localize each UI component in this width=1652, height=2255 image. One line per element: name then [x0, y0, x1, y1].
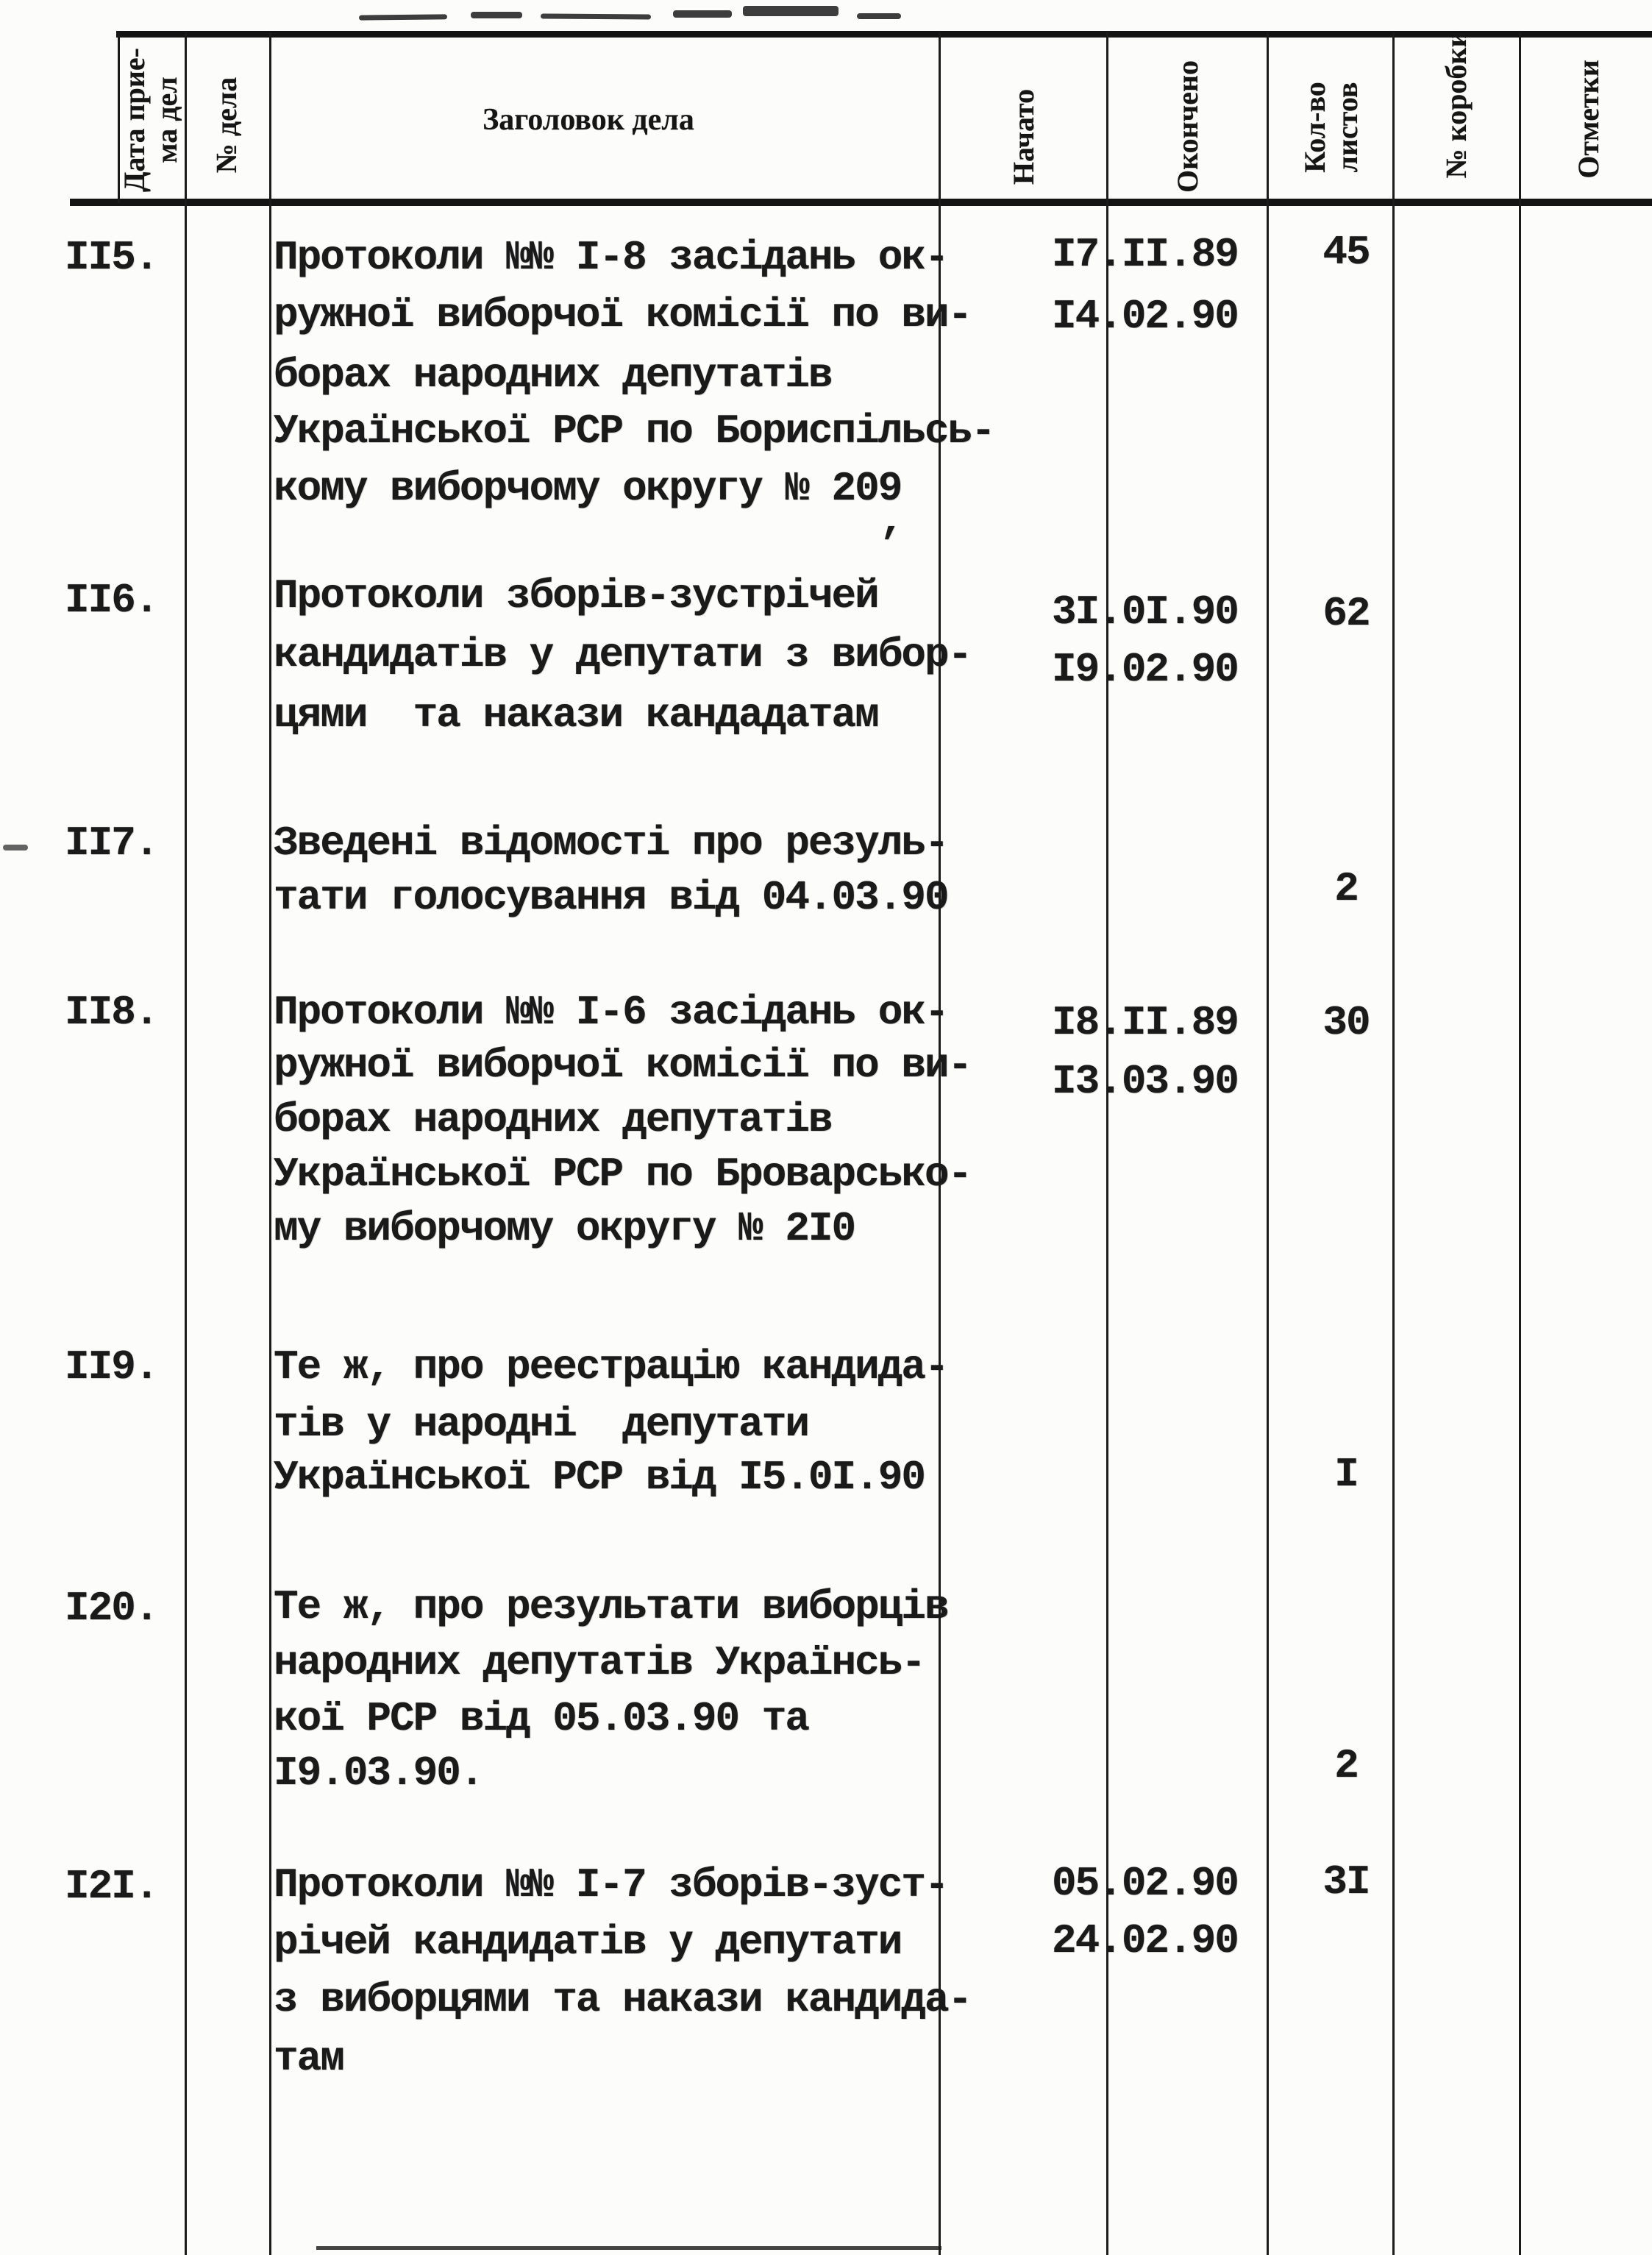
date-started: 05.02.90: [1052, 1860, 1238, 1907]
column-line-2: [269, 32, 271, 2255]
sheet-count: 3І: [1322, 1858, 1370, 1906]
ink-smudge: [359, 14, 447, 20]
header-bottom-border: [70, 199, 1652, 206]
ink-smudge: [471, 12, 522, 18]
case-number: ІІ6.: [65, 577, 158, 624]
case-title-line: там: [274, 2035, 343, 2082]
case-title-line: му виборчому округу № 2І0: [274, 1205, 855, 1252]
case-number: ІІ7.: [65, 820, 158, 867]
column-header-box: [1439, 25, 1474, 184]
sheet-count: 30: [1322, 999, 1370, 1046]
case-number: І2І.: [65, 1863, 158, 1910]
column-line-1: [185, 32, 187, 2255]
case-title-line: тів у народні депутати: [274, 1401, 808, 1448]
case-title-line: кандидатів у депутати з вибор-: [274, 631, 972, 678]
column-header-notes: [1571, 52, 1606, 187]
column-header-line: Кол-во: [1298, 82, 1331, 173]
column-header-line: Дата прие-: [118, 47, 151, 193]
case-number: ІІ8.: [65, 989, 158, 1036]
ink-smudge: [673, 10, 732, 18]
case-title-line: ружної виборчої комісії по ви-: [274, 1042, 972, 1089]
date-finished: І9.02.90: [1052, 646, 1238, 693]
case-title-line: Української РСР по Броварсько-: [274, 1151, 972, 1198]
column-header-line: Отметки: [1572, 60, 1605, 179]
case-number: ІІ5.: [65, 234, 158, 281]
case-title-line: Протоколи зборів-зустрічей: [274, 572, 878, 619]
case-title-line: кому виборчому округу № 209: [274, 465, 902, 512]
case-number: ІІ9.: [65, 1343, 158, 1391]
case-title-line: Протоколи №№ І-6 засідань ок-: [274, 989, 948, 1036]
column-header-started: [1006, 74, 1042, 199]
column-header-line: листов: [1331, 82, 1364, 173]
case-title-line: Протоколи №№ І-7 зборів-зуст-: [274, 1861, 948, 1908]
table-top-border: [116, 31, 1652, 38]
case-title-line: борах народних депутатів: [274, 1096, 832, 1143]
sheet-count: 2: [1334, 1742, 1358, 1789]
column-header-line: Начато: [1007, 88, 1040, 185]
date-finished: І3.03.90: [1052, 1058, 1238, 1105]
case-number: І20.: [65, 1585, 158, 1632]
case-title-line: кої РСР від 05.03.90 та: [274, 1695, 808, 1742]
column-line-5: [1267, 32, 1269, 2255]
case-title-line: Те ж, про реестрацію кандида-: [274, 1343, 948, 1391]
case-title-line: Те ж, про результати виборців: [274, 1583, 948, 1630]
date-started: І8.ІІ.89: [1052, 999, 1238, 1046]
column-header-title: Заголовок дела: [483, 103, 694, 137]
case-title-line: річей кандидатів у депутати: [274, 1919, 902, 1966]
column-header-line: № коробки: [1439, 30, 1473, 179]
column-header-line: ма дел: [150, 77, 183, 163]
sheet-count: 62: [1322, 590, 1370, 637]
date-started: 3І.0І.90: [1052, 589, 1238, 636]
date-finished: 24.02.90: [1052, 1917, 1238, 1964]
case-title-line: народних депутатів Українсь-: [274, 1639, 925, 1686]
case-title-line: Української РСР по Бориспільсь-: [274, 408, 994, 455]
case-title-line: борах народних депутатів: [274, 352, 832, 399]
date-started: І7.ІІ.89: [1052, 231, 1238, 278]
case-title-line: Протоколи №№ І-8 засідань ок-: [274, 234, 948, 281]
bottom-partial-line: [316, 2246, 941, 2250]
column-header-date-received: [115, 43, 186, 197]
column-line-7: [1519, 32, 1521, 2255]
case-title-line: І9.03.90.: [274, 1750, 483, 1797]
case-title-line: Української РСР від І5.0І.90: [274, 1454, 925, 1501]
cropped-page-number-mark: [743, 6, 839, 16]
column-header-line: № дела: [210, 77, 243, 174]
ink-smudge: [857, 13, 901, 19]
column-line-6: [1392, 32, 1395, 2255]
ink-smudge: [3, 845, 28, 850]
column-header-sheets: [1297, 63, 1365, 191]
column-header-file-no: [209, 66, 244, 184]
ink-smudge: [541, 13, 651, 19]
column-header-line: Окончено: [1171, 60, 1204, 193]
sheet-count: 2: [1334, 865, 1358, 912]
sheet-count: 45: [1322, 229, 1370, 276]
case-title-line: цями та накази кандадатам: [274, 692, 878, 739]
column-line-3: [939, 32, 941, 2255]
stray-comma: ,: [880, 497, 903, 544]
case-title-line: ружної виборчої комісії по ви-: [274, 291, 972, 338]
case-title-line: Зведені відомості про резуль-: [274, 820, 948, 867]
date-finished: І4.02.90: [1052, 293, 1238, 340]
case-title-line: з виборцями та накази кандида-: [274, 1976, 972, 2023]
case-title-line: тати голосування від 04.03.90: [274, 874, 948, 921]
column-header-finished: [1170, 52, 1206, 202]
sheet-count: І: [1334, 1451, 1358, 1498]
